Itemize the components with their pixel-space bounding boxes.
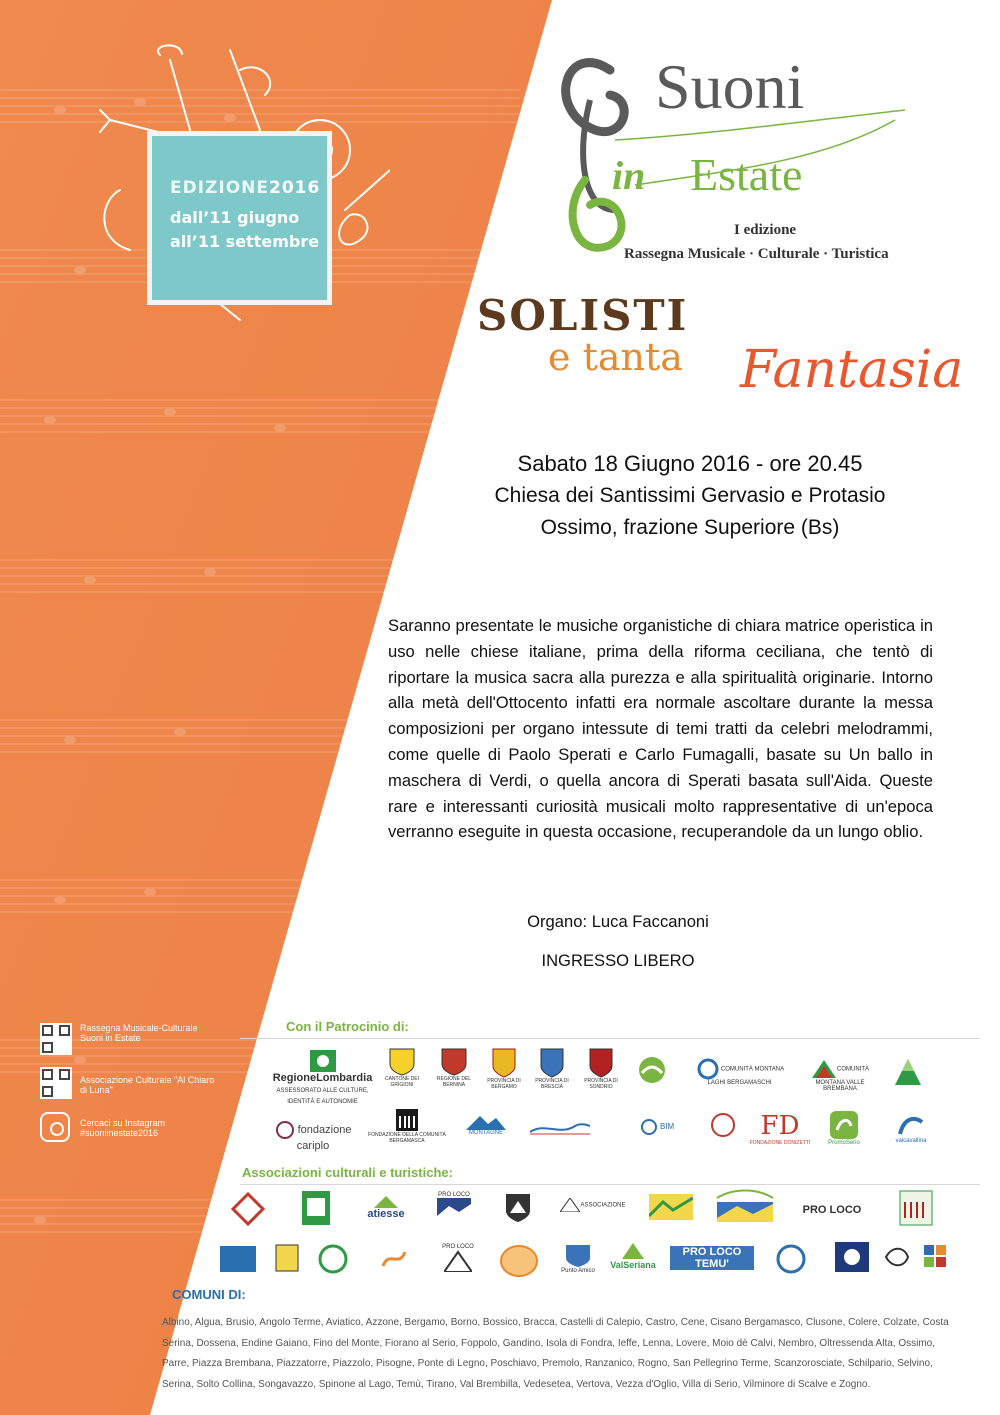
admission-note: INGRESSO LIBERO: [541, 951, 695, 970]
association-logo-swirl: [364, 1246, 424, 1272]
associations-heading: Associazioni culturali e turistiche:: [242, 1165, 453, 1180]
sponsor-logo-cm-laghi: COMUNITÀ MONTANA LAGHI BERGAMASCHI: [692, 1058, 787, 1086]
edition-dates-start: dall’11 giugno: [170, 208, 300, 227]
qr-code-icon: [40, 1023, 72, 1055]
festival-logo-title-bottom: Estate: [690, 149, 803, 200]
association-logo-orange-circle: [496, 1244, 542, 1278]
edition-badge: [147, 131, 332, 305]
association-logo-yellow: [646, 1194, 696, 1220]
sponsor-logo-mountain: [890, 1055, 926, 1087]
association-logo-punto-amico: Punto Amico: [558, 1244, 598, 1274]
event-date-time: Sabato 18 Giugno 2016 - ore 20.45: [517, 451, 863, 476]
event-info: [440, 448, 940, 544]
association-logo-blue-emblem: [774, 1242, 808, 1276]
municipalities-list: Albino, Algua, Brusio, Angolo Terme, Aviatico, Azzone, Bergamo, Borno, Bossico, Bracca, Castelli di Calepio, Castro, Cene, Cisano Bergamasco, Clusone, Colere, Colzate, Costa Serina, Dossena, Endine Gaiano, Fino del Monte, Fiorano al Serio, Foppolo, Gandino, Isola di Fondra, Ieffe, Lenna, Lovere, Moio dè Calvi, Nembro, Oltressenda Alta, Ossimo, Parre, Piazza Brembana, Piazzatorre, Piazzolo, Pisogne, Ponte di Legno, Poschiavo, Premolo, Ranzanico, Rogno, San Pellegrino Terme, Scanzorosciate, Schilpario, Selvino, Serina, Solto Collina, Songavazzo, Spinone al Lago, Temù, Tirano, Val Brembilla, Vedesetea, Vertova, Vezza d'Oglio, Villa di Serio, Vilminore di Scalve e Zogno.: [162, 1317, 949, 1390]
patronage-heading: Con il Patrocinio di:: [286, 1019, 409, 1034]
sponsor-logo-fondazione-bergamasca: FONDAZIONE DELLA COMUNITÀ BERGAMASCA: [362, 1108, 452, 1144]
sponsor-logo-bim: BIM: [612, 1118, 702, 1136]
association-logo-2: [296, 1190, 336, 1226]
association-logo-blue-sky: [710, 1188, 780, 1224]
divider: [240, 1038, 980, 1039]
edition-dates-end: all’11 settembre: [170, 232, 320, 251]
concert-title-main: SOLISTI: [477, 291, 689, 340]
association-logo-associazione: ASSOCIAZIONE: [558, 1198, 628, 1212]
sponsor-logo-grigioni: CANTONE DEI GRIGIONI: [382, 1048, 422, 1088]
municipalities-heading: COMUNI DI:: [172, 1287, 246, 1302]
association-logo-1: [228, 1192, 268, 1226]
sponsor-logo-regione-lombardia: RegioneLombardia ASSESSORATO ALLE CULTURE, IDENTITÀ E AUTONOMIE: [270, 1050, 375, 1106]
association-logo-yellow-small: [272, 1244, 302, 1272]
performer: Organo: Luca Faccanoni: [527, 912, 709, 931]
festival-logo-title-in: in: [612, 153, 646, 198]
sponsor-logo-fondazione-donizetti: FD FONDAZIONE DONIZETTI: [749, 1111, 811, 1146]
qr-code-icon: [40, 1067, 72, 1099]
association-logo-proloco-2: PRO LOCO: [802, 1204, 862, 1216]
instagram-icon: [40, 1112, 70, 1142]
association-logo-musica-arte: [218, 1246, 258, 1272]
sponsor-logo-cm-valle-brembana: COMUNITÀ MONTANA VALLE BREMBANA: [800, 1058, 880, 1092]
sponsor-logo-provincia-bergamo: PROVINCIA DI BERGAMO: [484, 1048, 524, 1090]
association-logo-shield: [500, 1193, 536, 1223]
sponsor-logo-bernina: REGIONE DEL BERNINA: [434, 1048, 474, 1088]
festival-logo-tagline: Rassegna Musicale · Culturale · Turistica: [624, 246, 889, 262]
sponsor-logo-valcavallina: valcavallina: [886, 1112, 936, 1144]
association-logo-proloco-3: PRO LOCO: [438, 1244, 478, 1272]
association-logo-proloco-temu: PRO LOCO TEMU': [670, 1246, 754, 1270]
divider: [240, 1184, 980, 1185]
sponsor-logo-provincia-brescia: PROVINCIA DI BRESCIA: [531, 1048, 573, 1090]
sponsor-logo-montagne: MONTAGNE: [454, 1112, 518, 1136]
rose-icon: [310, 1050, 336, 1072]
association-logo-moon: [832, 1242, 872, 1272]
sponsor-logo-promoserio: PromoSerio: [820, 1110, 868, 1146]
association-logo-grid: [920, 1244, 950, 1268]
sponsor-logo-cariplo: fondazione cariplo: [258, 1120, 368, 1152]
edition-label: EDIZIONE2016: [170, 178, 321, 198]
event-venue: Chiesa dei Santissimi Gervasio e Protasio: [494, 484, 886, 507]
sponsor-logo-wave: [525, 1120, 595, 1136]
association-logo-building: [896, 1190, 936, 1226]
sponsor-logo-circle-emblem: [706, 1112, 740, 1138]
association-logo-atiesse: atiesse: [356, 1196, 416, 1220]
association-logo-valseriana: ValSeriana: [608, 1242, 658, 1270]
festival-logo-title-top: Suoni: [655, 51, 805, 122]
sponsor-logo-provincia-sondrio: PROVINCIA DI SONDRIO: [580, 1048, 622, 1090]
concert-title-script: Fantasia: [740, 340, 964, 400]
event-place: Ossimo, frazione Superiore (Bs): [540, 516, 840, 539]
association-logo-proloco-1: PRO LOCO: [432, 1192, 476, 1222]
association-logo-fish: [880, 1242, 914, 1272]
sponsor-logo-green-emblem: [632, 1055, 672, 1085]
concert-title-middle: e tanta: [548, 335, 683, 379]
festival-logo-edition: I edizione: [734, 222, 797, 238]
association-logo-green-circle: [316, 1244, 350, 1274]
event-description: Saranno presentate le musiche organistiche di chiara matrice operistica in uso nelle chiese italiane, prima della riforma ceciliana, che tentò di riportare la musica sacra alla purezza e alla spiritualità originarie. Intorno alla metà dell'Ottocento infatti era normale ascoltare durante la messa composizioni per organo intessute di temi tratti da celebri melodrammi, come quelle di Paolo Sperati e Carlo Fumagalli, basate su Un ballo in maschera di Verdi, o quella ancora di Sperati basata sull'Aida. Queste rare e interessanti curiosità musicali molto rappresentative di un'epoca verranno eseguite in questa occasione, recuperandole da un lungo oblio.: [388, 616, 933, 842]
